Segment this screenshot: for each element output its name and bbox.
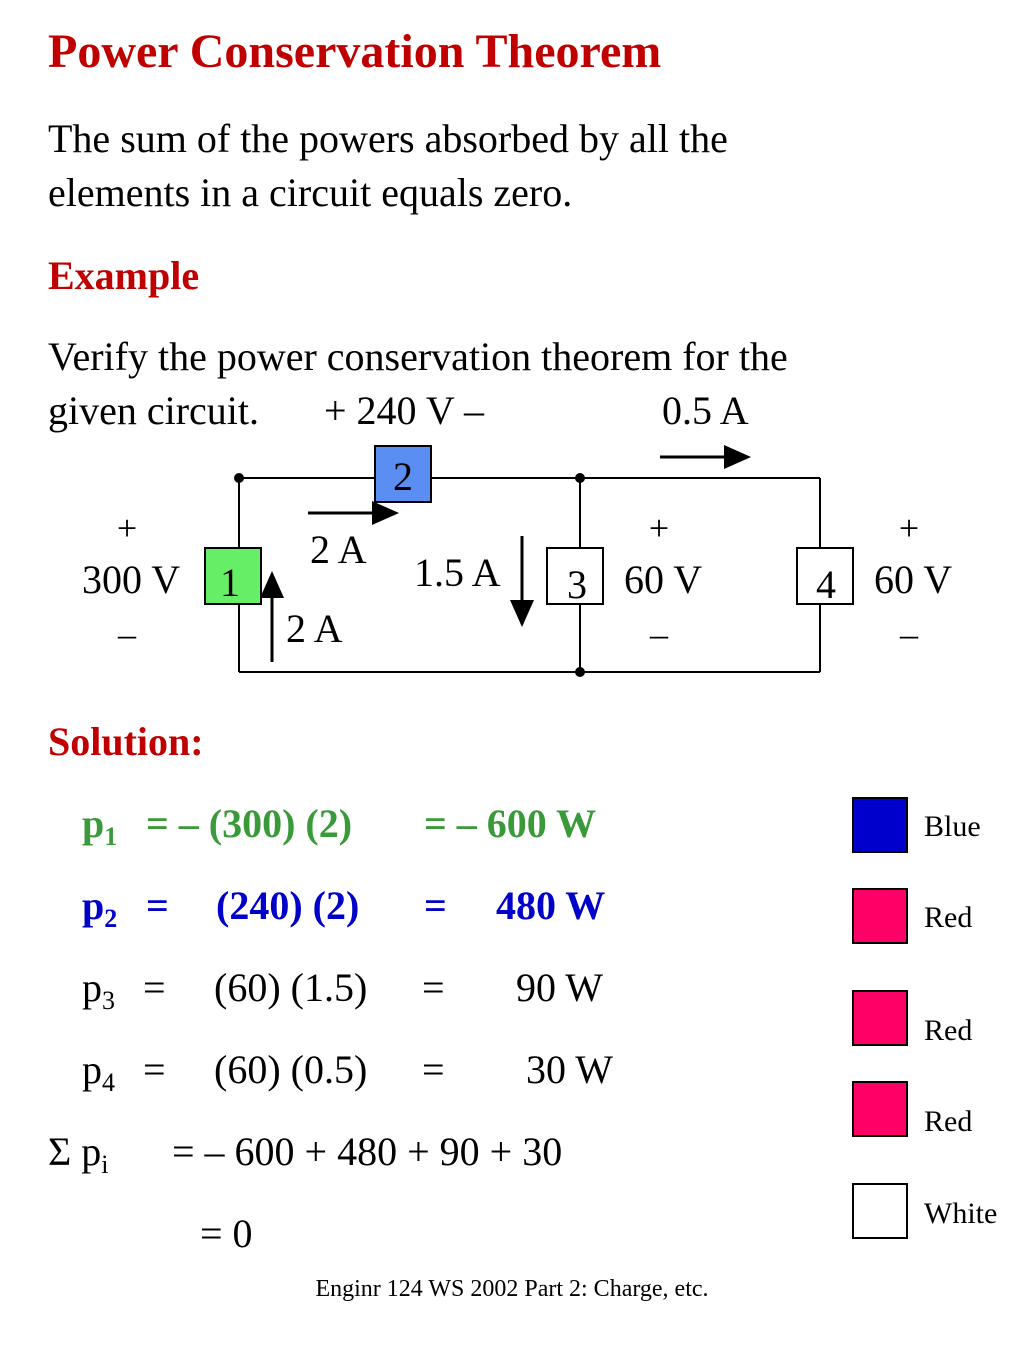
- legend-label-blue: Blue: [924, 810, 981, 843]
- p3-lhs: (60) (1.5): [214, 965, 368, 1010]
- legend-swatch-red-2: [852, 990, 908, 1046]
- p2-eq: =: [146, 883, 169, 928]
- equation-sum: [48, 1128, 109, 1180]
- circuit-diagram: [0, 380, 1024, 710]
- example-line-1: Verify the power conservation theorem for the: [48, 334, 788, 379]
- element-1-label: 1: [220, 560, 240, 605]
- solution-heading: Solution:: [48, 719, 204, 764]
- example-heading: Example: [48, 253, 200, 298]
- p2-lhs: (240) (2): [216, 883, 360, 928]
- p4-symbol: p: [82, 1047, 102, 1092]
- equation-p4: [82, 1046, 115, 1098]
- v1-plus: +: [116, 508, 138, 548]
- p3-subscript: 3: [102, 986, 115, 1015]
- sum-expression: = – 600 + 480 + 90 + 30: [172, 1129, 563, 1174]
- v4-minus: –: [900, 614, 918, 654]
- element-2-label: 2: [393, 454, 413, 499]
- element-4-label: 4: [816, 562, 836, 607]
- v3-plus: +: [648, 508, 670, 548]
- footer: Enginr 124 WS 2002 Part 2: Charge, etc.: [315, 1276, 709, 1302]
- p2-eq2: =: [424, 883, 447, 928]
- p4-lhs: (60) (0.5): [214, 1047, 368, 1092]
- p3-eq2: =: [422, 965, 445, 1010]
- p1-lhs: = – (300) (2): [146, 801, 353, 846]
- i2-label: 2 A: [310, 527, 367, 572]
- sum-subscript: i: [101, 1150, 109, 1179]
- sum-result: = 0: [200, 1211, 253, 1256]
- i4-label: 0.5 A: [662, 388, 749, 433]
- p2-symbol: p: [82, 883, 105, 928]
- legend-swatch-red-1: [852, 888, 908, 944]
- statement-line-2: elements in a circuit equals zero.: [48, 170, 573, 215]
- p4-eq: =: [143, 1047, 166, 1092]
- equation-p1: [82, 800, 117, 852]
- legend-swatch-blue: [852, 797, 908, 853]
- v4-value: 60 V: [874, 557, 953, 602]
- p1-subscript: 1: [104, 822, 118, 851]
- p4-rhs: 30 W: [526, 1047, 614, 1092]
- v3-value: 60 V: [624, 557, 703, 602]
- p3-rhs: 90 W: [516, 965, 604, 1010]
- v1-value: 300 V: [82, 557, 181, 602]
- element-3-label: 3: [567, 562, 587, 607]
- p2-subscript: 2: [104, 904, 118, 933]
- v1-minus: –: [118, 614, 136, 654]
- theorem-statement: [48, 112, 728, 220]
- example-line-2: given circuit.: [48, 388, 260, 433]
- equation-p2: [82, 882, 117, 934]
- page-title: Power Conservation Theorem: [48, 25, 662, 78]
- sum-symbol: Σ p: [48, 1129, 102, 1174]
- legend-swatch-white: [852, 1183, 908, 1239]
- p3-symbol: p: [82, 965, 102, 1010]
- legend-label-red-1: Red: [924, 901, 973, 934]
- p1-symbol: p: [82, 801, 105, 846]
- statement-line-1: The sum of the powers absorbed by all the: [48, 116, 728, 161]
- p4-eq2: =: [422, 1047, 445, 1092]
- v4-plus: +: [898, 508, 920, 548]
- v3-minus: –: [650, 614, 668, 654]
- legend-label-red-3: Red: [924, 1105, 973, 1138]
- equation-p3: [82, 964, 115, 1016]
- i3-label: 1.5 A: [414, 550, 501, 595]
- p4-subscript: 4: [102, 1068, 115, 1097]
- p3-eq: =: [143, 965, 166, 1010]
- v2-label: + 240 V –: [324, 388, 484, 433]
- p1-rhs: = – 600 W: [424, 801, 597, 846]
- legend-label-white: White: [924, 1197, 998, 1230]
- p2-rhs: 480 W: [496, 883, 606, 928]
- legend-label-red-2: Red: [924, 1014, 973, 1047]
- i1-label: 2 A: [286, 606, 343, 651]
- legend-swatch-red-3: [852, 1081, 908, 1137]
